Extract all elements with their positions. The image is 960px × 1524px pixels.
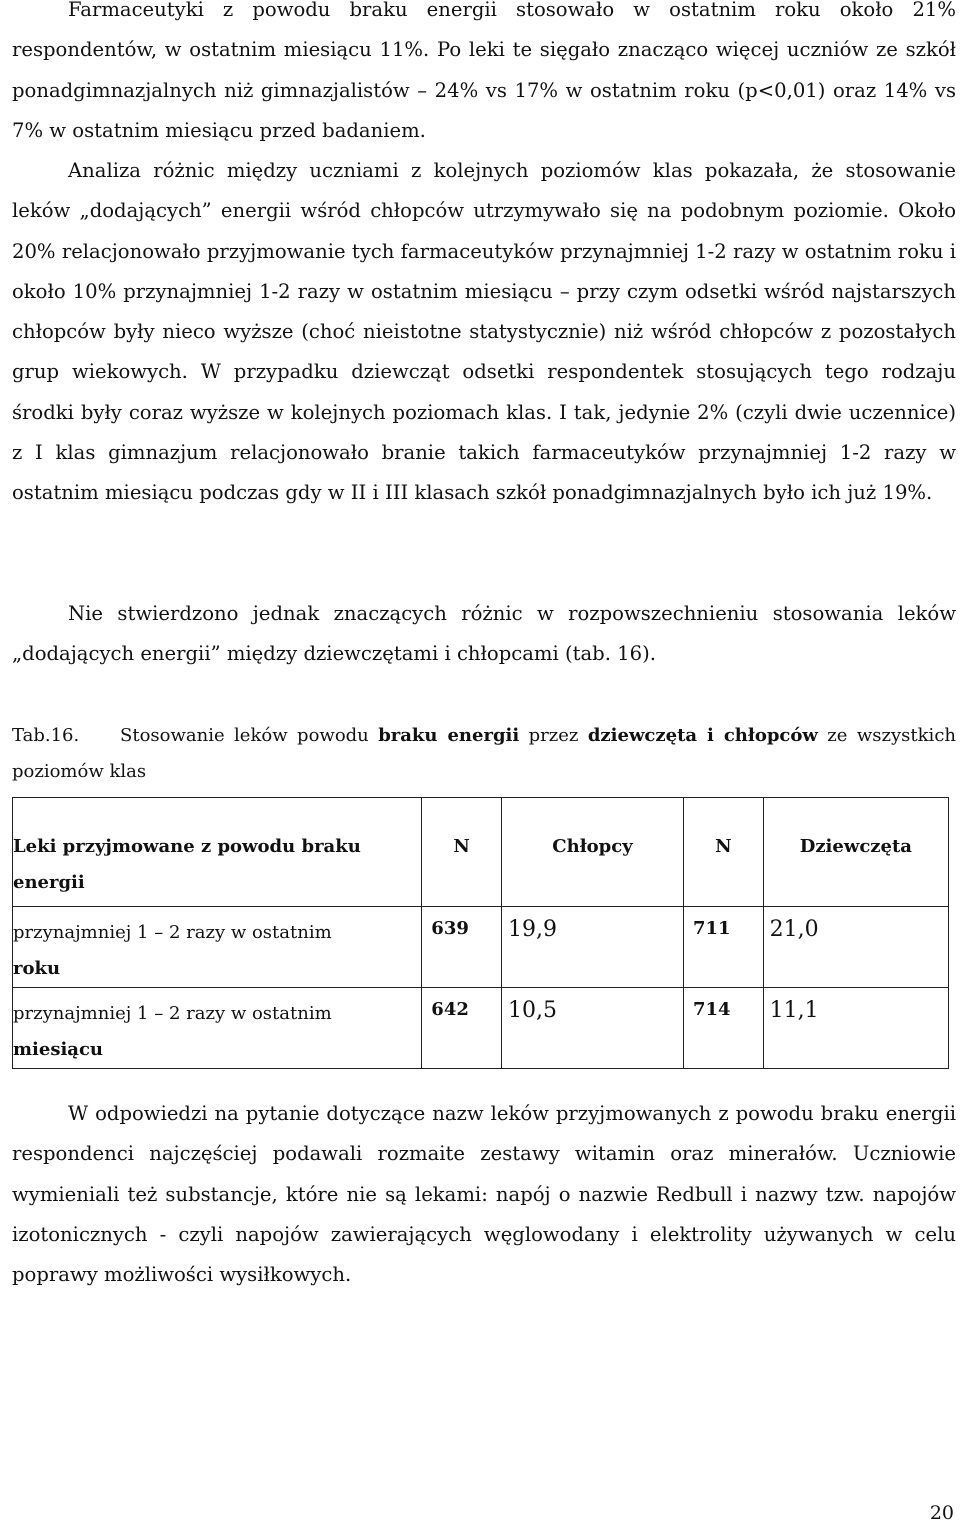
row-girls-cell (763, 988, 948, 1069)
row-label (13, 907, 421, 987)
header-girls-label: Dziewczęta (799, 836, 912, 857)
row-girls-value: 21,0 (769, 917, 819, 942)
row-label-text: przynajmniej 1 – 2 razy w ostatnim (13, 922, 332, 943)
header-cell-n-boys (422, 798, 502, 907)
header-category-label: Leki przyjmowane z powodu braku energii (13, 836, 361, 893)
paragraph-class-level-analysis: Analiza różnic między uczniami z kolejnych poziomów klas pokazała, że stosowanie leków „dodających” energii wśród chłopców utrzymywało się na podobnym poziomie. Około 20% relacjonowało przyjmowanie tych farmaceutyków przynajmniej 1-2 razy w ostatnim roku i około 10% przynajmniej 1-2 razy w ostatnim miesiącu – przy czym odsetki wśród najstarszych chłopców były nieco wyższe (choć nieistotne statystycznie) niż wśród chłopców z pozostałych grup wiekowych. W przypadku dziewcząt odsetki respondentek stosujących tego rodzaju środki były coraz wyższe w kolejnych poziomach klas. I tak, jedynie 2% (czyli dwie uczennice) z I klas gimnazjum relacjonowało branie takich farmaceutyków przynajmniej 1-2 razy w ostatnim miesiącu podczas gdy w II i III klasach szkół ponadgimnazjalnych było ich już 19%. (12, 159, 956, 505)
paragraph-gender-differences: Nie stwierdzono jednak znaczących różnic w rozpowszechnieniu stosowania leków „dodających energii” między dziewczętami i chłopcami (tab. 16). (12, 602, 956, 666)
table-caption (12, 718, 956, 790)
row-n-girls-cell (683, 988, 763, 1069)
paragraph-drug-names: W odpowiedzi na pytanie dotyczące nazw leków przyjmowanych z powodu braku energii respondenci najczęściej podawali rozmaite zestawy witamin oraz minerałów. Uczniowie wymieniali też substancje, które nie są lekami: napój o nazwie Redbull i nazwy tzw. napojów izotonicznych - czyli napojów zawierających węglowodany i elektrolity używanych w celu poprawy możliwości wysiłkowych. (12, 1102, 956, 1287)
table-caption-text-3: ze wszystkich poziomów klas (12, 725, 956, 782)
header-cell-boys (501, 798, 683, 907)
table-16 (12, 797, 949, 1069)
table-caption-text-1: Stosowanie leków powodu (120, 725, 379, 746)
row-n-girls-value: 711 (692, 918, 731, 939)
row-n-boys-value: 639 (431, 918, 469, 939)
row-boys-value: 10,5 (507, 998, 557, 1023)
row-n-girls-cell (683, 907, 763, 988)
header-n-boys-label: N (453, 836, 470, 857)
header-boys-label: Chłopcy (552, 836, 633, 857)
row-boys-cell (501, 907, 683, 988)
header-cell-category (13, 798, 422, 907)
table-header-row (13, 798, 949, 907)
table-caption-bold-1: braku energii (378, 725, 520, 746)
row-label-text: przynajmniej 1 – 2 razy w ostatnim (13, 1003, 332, 1024)
row-girls-value: 11,1 (769, 998, 819, 1023)
row-n-girls-value: 714 (692, 999, 731, 1020)
page-number: 20 (929, 1502, 954, 1524)
header-n-girls-label: N (715, 836, 732, 857)
paragraph-energy-drugs-intro: Farmaceutyki z powodu braku energii stosowało w ostatnim roku około 21% respondentów, w ostatnim miesiącu 11%. Po leki te sięgało znacząco więcej uczniów ze szkół ponadgimnazjalnych niż gimnazjalistów – 24% vs 17% w ostatnim roku (p<0,01) oraz 14% vs 7% w ostatnim miesiącu przed badaniem. (12, 0, 956, 142)
row-label (13, 988, 421, 1068)
row-n-boys-cell (422, 907, 502, 988)
header-cell-n-girls (683, 798, 763, 907)
row-boys-cell (501, 988, 683, 1069)
row-n-boys-cell (422, 988, 502, 1069)
table-caption-bold-2: dziewczęta i chłopców (587, 725, 818, 746)
table-row (13, 907, 949, 988)
table-caption-text-2: przez (519, 725, 588, 746)
row-n-boys-value: 642 (431, 999, 469, 1020)
row-girls-cell (763, 907, 948, 988)
row-label-period: miesiącu (13, 1039, 104, 1060)
row-label-period: roku (13, 958, 61, 979)
table-row (13, 988, 949, 1069)
row-boys-value: 19,9 (507, 917, 557, 942)
row-label-cell (13, 988, 422, 1069)
table-caption-label: Tab.16. (12, 725, 80, 746)
header-cell-girls (763, 798, 948, 907)
row-label-cell (13, 907, 422, 988)
